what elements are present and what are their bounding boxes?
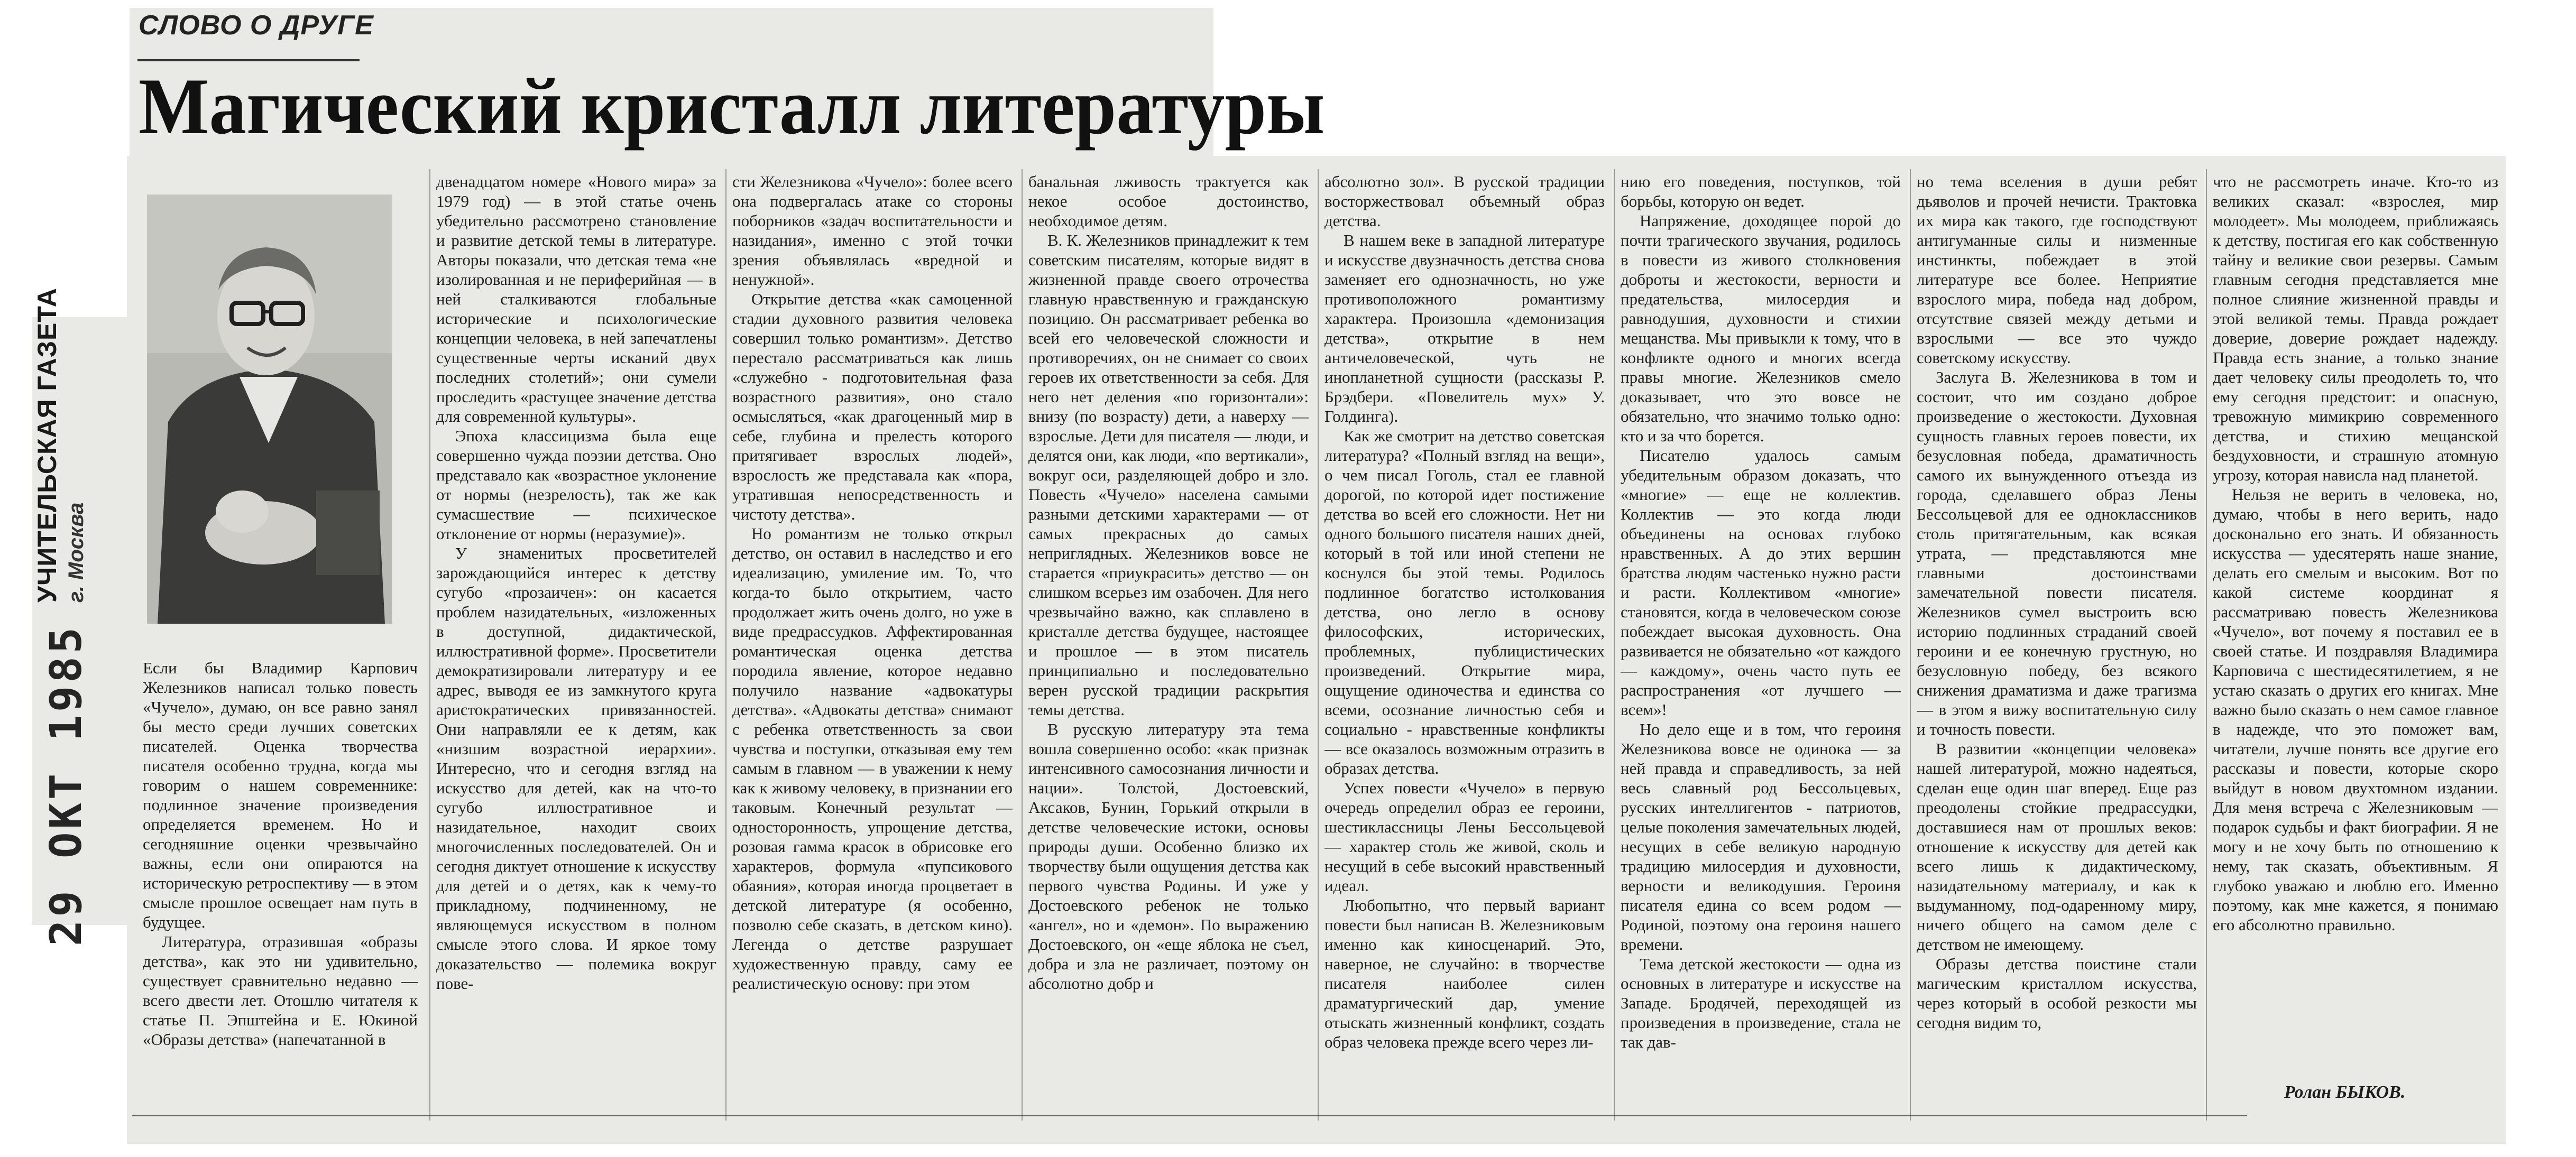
- paragraph: банальная лживость трактуется как некое особое достоинство, необходимое детям.: [1028, 172, 1309, 230]
- paragraph: сти Железникова «Чучело»: более всего она подвергалась атаке со стороны поборников «задач воспитательности и назидания», именно с этой точки зрения объявлялась «вредной и ненужной».: [732, 172, 1013, 289]
- paragraph: Нельзя не верить в человека, но, думаю, чтобы в него верить, надо досконально его знать. И обязанность искусства — удесятерять наше знание, делать его смелым и высоким. Вот по какой системе координат я рассматриваю повесть Железникова «Чучело», вот почему я поставил ее в своей статье. И поздравляя Владимира Карповича с шестидесятилетием, я не устаю сказать о других его книгах. Мне важно было сказать о нем самое главное в надежде, что это поможет вам, читатели, лучше понять все другие его рассказы и повести, которые скоро выйдут в новом двухтомном издании. Для меня встреча с Железниковым — подарок судьбы и факт биографии. Я не могу и не хочу быть по отношению к нему, так сказать, объективным. Я глубоко уважаю и люблю его. Именно поэтому, как мне кажется, я понимаю его абсолютно правильно.: [2213, 485, 2498, 934]
- paragraph: В нашем веке в западной литературе и искусстве двузначность детства снова заменяет его однозначность, но уже противоположного романтизму характера. Произошла «демонизация детства», открытие в нем античеловеческой, чуть не инопланетной сущности (рассказы Р. Брэдбери. «Повелитель мух» У. Голдинга).: [1324, 231, 1605, 425]
- paragraph: Открытие детства «как самоценной стадии духовного развития человека совершил только романтизм». Детство перестало рассматриваться как лишь «служебно - подготовительная фаза возрастного развития», оно стало осмысляться, «как драгоценный мир в себе, глубина и прелесть которого притягивает взрослых людей», взрослость же представала как «пора, утратившая непосредственность и чистоту детства».: [732, 290, 1013, 523]
- paragraph: что не рассмотреть иначе. Кто-то из великих сказал: «взрослея, мир молодеет». Мы молодеем, приближаясь к детству, постигая его как собственную тайну и великие свои резервы. Самым главным сегодня представляется мне полное слияние жизненной правды и этой великой темы. Правда рождает доверие, доверие рождает надежду. Правда есть знание, а только знание дает человеку силы преодолеть то, что ему сегодня предстоит: и опасную, тревожную мимикрию современного детства, и стихию мещанской бездуховности, и страшную атомную угрозу, которая нависла над планетой.: [2213, 172, 2498, 484]
- paragraph: Заслуга В. Железникова в том и состоит, что им создано доброе произведение о жестокости. Духовная сущность главных героев повести, их безусловная победа, драматичность самого их вынужденного отъезда из города, сделавшего образ Лены Бессольцевой для ее одноклассников столь притягательным, как всякая утрата, — представляются мне главными достоинствами замечательной повести писателя. Железников сумел выстроить всю историю подлинных страданий своей героини и ее конечную грустную, но безусловную победу, без всякого снижения драматизма и даже трагизма — в этом я вижу воспитательную силу и точность повести.: [1917, 368, 2197, 738]
- paragraph: двенадцатом номере «Нового мира» за 1979 год) — в этой статье очень убедительно рассмотрено становление и развитие детской темы в литературе. Авторы показали, что детская тема «не изолированная и не периферийная — в ней сталкиваются глобальные исторические и психологические концепции человека, в ней запечатлены существенные черты исканий двух последних столетий»; они сумели проследить «растущее значение детства для современной культуры».: [436, 172, 716, 425]
- paragraph: Напряжение, доходящее порой до почти трагического звучания, родилось в повести из живого столкновения доброты и жестокости, верности и предательства, милосердия и равнодушия, духовности и стихии мещанства. Мы привыкли к тому, что в конфликте одного и многих всегда правы многие. Железников смело доказывает, что это вовсе не обязательно, что значимо только одно: кто и за что борется.: [1621, 211, 1901, 445]
- portrait-illustration: [147, 195, 392, 624]
- article-column-6: [1621, 172, 1901, 1118]
- paragraph: Но романтизм не только открыл детство, он оставил в наследство и его идеализацию, умиление им. То, что когда-то было открытием, часто продолжает жить очень долго, но уже в виде предрассудков. Аффектированная романтическая оценка детства породила явление, которое недавно получило название «адвокатуры детства». «Адвокаты детства» снимают с ребенка ответственность за свои чувства и поступки, отказывая ему тем самым в главном — в уважении к нему как к живому человеку, в признании его таковым. Конечный результат — односторонность, упрощение детства, розовая гамма красок в обрисовке его характеров, формула «пупсикового обаяния», которая иногда процветает в детской литературе (я особенно, позволю себе сказать, в детском кино). Легенда о детстве разрушает художественную правду, саму ее реалистическую основу: при этом: [732, 524, 1013, 993]
- paragraph: но тема вселения в души ребят дьяволов и прочей нечисти. Трактовка их мира как такого, где господствуют антигуманные силы и низменные инстинкты, побеждает в этой литературе все более. Неприятие взрослого мира, победа над добром, отсутствие связей между детьми и взрослыми — все это чуждо советскому искусству.: [1917, 172, 2197, 367]
- paragraph: В. К. Железников принадлежит к тем советским писателям, которые видят в жизненной правде своего отрочества главную нравственную и гражданскую позицию. Он рассматривает ребенка во всей его человеческой сложности и противоречиях, он не снимает со своих героев их ответственности за себя. Для него нет деления «по горизонтали»: внизу (по возрасту) дети, а наверху — взрослые. Дети для писателя — люди, и делятся они, как люди, «по вертикали», вокруг оси, разделяющей добро и зло. Повесть «Чучело» населена самыми разными детскими характерами — от самых прекрасных до самых неприглядных. Железников вовсе не старается «приукрасить» детство — он слишком всерьез им озабочен. Для него чрезвычайно важно, как сплавлено в кристалле детства будущее, настоящее и прошлое — в этом писатель принципиально и последовательно верен русской традиции раскрытия темы детства.: [1028, 231, 1309, 719]
- article-column-3: [732, 172, 1013, 1118]
- date-stamp: 29 ОКТ 1985: [41, 624, 91, 946]
- article-column-1: [143, 658, 418, 1091]
- bottom-rule: [132, 1115, 2247, 1116]
- paragraph: Как же смотрит на детство советская литература? «Полный взгляд на вещи», о чем писал Гоголь, стал ее главной дорогой, по которой идет постижение детства во всей его сложности. Нет ни одного большого писателя наших дней, который в той или иной степени не коснулся бы этой темы. Родилось подлинное богатство истолкования детства, оно легло в основу философских, исторических, проблемных, публицистических произведений. Открытие мира, ощущение одиночества и единства со всеми, осознание личностью себя и социально - нравственные конфликты — все оказалось возможным отразить в образах детства.: [1324, 427, 1605, 777]
- newspaper-city: г. Москва: [65, 502, 88, 603]
- newspaper-name: [32, 486, 62, 603]
- paragraph: Литература, отразившая «образы детства», как это ни удивительно, существует сравнительно недавно — всего двести лет. Отошлю читателя к статье П. Эпштейна и Е. Юкиной «Образы детства» (напечатанной в: [143, 932, 418, 1049]
- paragraph: Писателю удалось самым убедительным образом доказать, что «многие» — еще не коллектив. Коллектив — это когда люди объединены на основах глубоко нравственных. А до этих вершин братства людям частенько нужно расти и расти. Коллективом «многие» становятся, когда в человеческом союзе побеждает высокая духовность. Она развивается не обязательно «от каждого — каждому», очень часто путь ее распространения «от лучшего — всем»!: [1621, 446, 1901, 719]
- masthead: [32, 486, 88, 603]
- paragraph: Но дело еще и в том, что героиня Железникова вовсе не одинока — за ней правда и справедливость, за ней весь славный род Бессольцевых, русских интеллигентов - патриотов, целые поколения замечательных людей, несущих в себе великую народную традицию милосердия и духовности, верности и великодушия. Героиня писателя едина со всем родом — Родиной, поэтому она героиня нашего времени.: [1621, 720, 1901, 954]
- column-rule: [429, 169, 430, 1121]
- article-column-5: [1324, 172, 1605, 1118]
- paragraph: абсолютно зол». В русской традиции восторжествовал объемный образ детства.: [1324, 172, 1605, 230]
- article-column-7: [1917, 172, 2197, 1118]
- column-rule: [1614, 169, 1615, 1121]
- article-column-4: [1028, 172, 1309, 1118]
- paragraph: Тема детской жестокости — одна из основных в литературе и искусстве на Западе. Бродячей, переходящей из произведения в произведение, стала не так дав-: [1621, 955, 1901, 1051]
- article-column-8: [2213, 172, 2498, 1070]
- paragraph: В развитии «концепции человека» нашей литературой, можно надеяться, сделан еще один шаг вперед. Еще раз преодолены стойкие предрассудки, доставшиеся нам от прошлых веков: отношение к искусству для детей как всего лишь к дидактическому, назидательному материалу, и как к выдуманному, под-одаренному миру, ничего общего на самом деле с детством не имеющему.: [1917, 739, 2197, 954]
- column-rule: [725, 169, 726, 1121]
- paragraph: Образы детства поистине стали магическим кристаллом искусства, через который в особой резкости мы сегодня видим то,: [1917, 955, 2197, 1032]
- paragraph: Любопытно, что первый вариант повести был написан В. Железниковым именно как киносценарий. Это, наверное, не случайно: в творчестве писателя наиболее силен драматургический дар, умение отыскать жизненный конфликт, создать образ человека прежде всего через ли-: [1324, 896, 1605, 1051]
- author-signature: Ролан БЫКОВ.: [2284, 1082, 2406, 1102]
- paragraph: Если бы Владимир Карпович Железников написал только повесть «Чучело», думаю, он все равно занял бы место среди лучших советских писателей. Оценка творчества писателя особенно трудна, когда мы говорим о нашем современнике: подлинное значение произведения определяется временем. Но и сегодняшние оценки чрезвычайно важны, если они опираются на историческую ретроспективу — в этом смысле прошлое освещает нам путь в будущее.: [143, 659, 418, 931]
- paragraph: У знаменитых просветителей зарождающийся интерес к детству сугубо «прозаичен»: он касается проблем назидательных, «изложенных в доступной, дидактической, иллюстративной форме». Просветители демократизировали литературу и ее адрес, выводя ее из замкнутого круга аристократических привязанностей. Они направляли ее к детям, как «низшим возрастной иерархии». Интересно, что и сегодня взгляд на искусство для детей, как на что-то сугубо иллюстративное и назидательное, находит своих многочисленных последователей. Он и сегодня диктует отношение к искусству для детей и о детях, как к чему-то прикладному, подчиненному, не являющемуся искусством в полном смысле этого слова. И яркое тому доказательство — полемика вокруг пове-: [436, 544, 716, 993]
- paragraph: Успех повести «Чучело» в первую очередь определил образ ее героини, шестиклассницы Лены Бессольцевой — характер столь же живой, сколь и несущий в себе высокий нравственный идеал.: [1324, 779, 1605, 895]
- paragraph: Эпоха классицизма была еще совершенно чужда поэзии детства. Оно представало как «возрастное уклонение от нормы (незрелость), так же как сумасшествие — психическое отклонение от нормы (неразумие)».: [436, 427, 716, 543]
- headline: Магический кристалл литературы: [139, 62, 1325, 151]
- rubric: СЛОВО О ДРУГЕ: [139, 10, 374, 41]
- column-rule: [2206, 169, 2207, 1121]
- paragraph: В русскую литературу эта тема вошла совершенно особо: «как признак интенсивного самосознания личности и нации». Толстой, Достоевский, Аксаков, Бунин, Горький открыли в детстве человеческие истоки, основы природы души. Особенно близко их творчеству были ощущения детства как первого чувства Родины. И уже у Достоевского ребенок не только «ангел», но и «демон». По выражению Достоевского, он «еще яблока не съел, добра и зла не различает, поэтому он абсолютно добр и: [1028, 720, 1309, 993]
- author-portrait-photo: [147, 195, 392, 624]
- column-rule: [1022, 169, 1023, 1121]
- article-column-2: [436, 172, 716, 1118]
- paragraph: нию его поведения, поступков, той борьбы, которую он ведет.: [1621, 172, 1901, 210]
- rubric-underline: [137, 59, 360, 61]
- column-rule: [1318, 169, 1319, 1121]
- column-rule: [1910, 169, 1911, 1121]
